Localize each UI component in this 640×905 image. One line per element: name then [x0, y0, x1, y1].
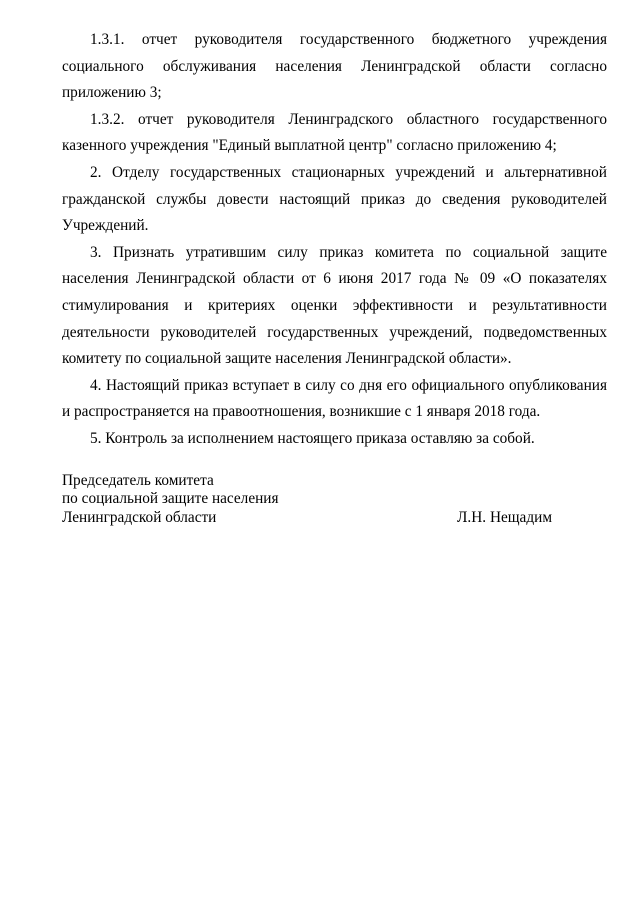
signature-position-line-3: Ленинградской области	[62, 508, 217, 526]
signature-row	[62, 509, 552, 527]
paragraph-3: 3. Признать утратившим силу приказ комитета по социальной защите населения Ленинградской области от 6 июня 2017 года № 09 «О показателях стимулирования и критериях оценки эффективности и результативности деятельности руководителей государственных учреждений, подведомственных комитету по социальной защите населения Ленинградской области».	[62, 243, 607, 368]
paragraph-2: 2. Отделу государственных стационарных учреждений и альтернативной гражданской службы довести настоящий приказ до сведения руководителей Учреждений.	[62, 163, 607, 235]
paragraph-4: 4. Настоящий приказ вступает в силу со дня его официального опубликования и распространяется на правоотношения, возникшие с 1 января 2018 года.	[62, 376, 607, 421]
signature-position-line-1: Председатель комитета	[62, 472, 214, 489]
paragraph-1-3-1: 1.3.1. отчет руководителя государственного бюджетного учреждения социального обслуживания населения Ленинградской области согласно приложению 3;	[62, 31, 607, 102]
signature-block	[62, 472, 552, 527]
signatory-name: Л.Н. Нещадим	[457, 508, 552, 526]
paragraph-1-3-2: 1.3.2. отчет руководителя Ленинградского областного государственного казенного учреждения "Единый выплатной центр" согласно приложению 4;	[62, 110, 607, 155]
paragraph-5: 5. Контроль за исполнением настоящего приказа оставляю за собой.	[90, 429, 535, 447]
document-body	[62, 27, 607, 453]
signature-position-line-2: по социальной защите населения	[62, 490, 279, 508]
